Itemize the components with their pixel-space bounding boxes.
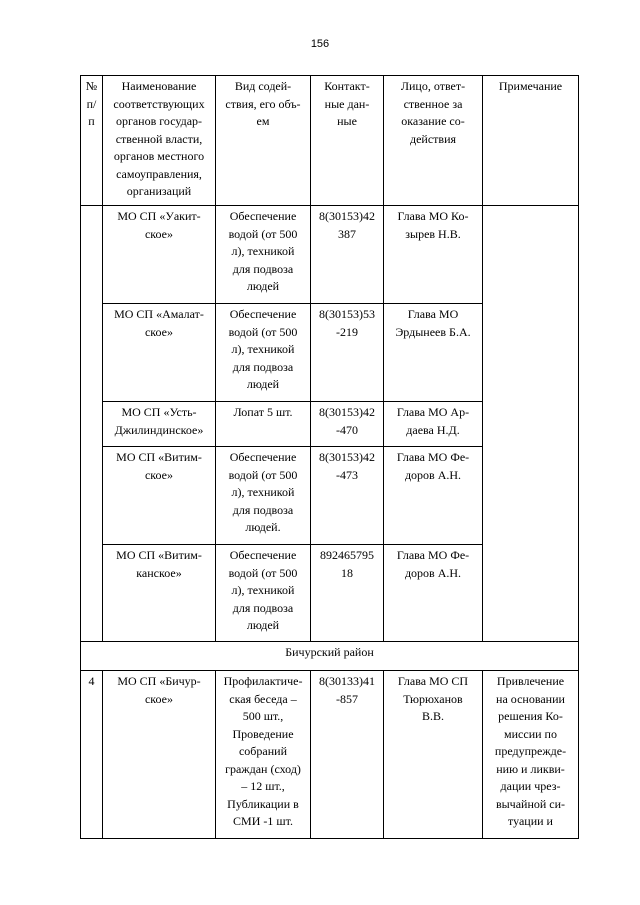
cell-num: 4 [81, 671, 103, 839]
cell-org: МО СП «Витим- ское» [103, 447, 216, 545]
cell-person: Глава МО Ар- даева Н.Д. [384, 402, 483, 447]
district-header-row [81, 642, 579, 671]
district-title: Бичурский район [81, 642, 579, 671]
cell-kind: Обеспечение водой (от 500 л), техникой для подвоза людей [216, 304, 311, 402]
cell-person: Глава МО Фе- доров А.Н. [384, 447, 483, 545]
header-note: Примечание [483, 76, 579, 206]
header-contact: Контакт- ные дан- ные [311, 76, 384, 206]
cell-org: МО СП «Усть- Джилиндинское» [103, 402, 216, 447]
cell-contact: 8(30153)42 -470 [311, 402, 384, 447]
cell-note: Привлечение на основании решения Ко- миссии по предупрежде- нию и ликви- дации чрез- вычайной си- туации и [483, 671, 579, 839]
cell-org: МО СП «Бичур- ское» [103, 671, 216, 839]
cell-kind: Обеспечение водой (от 500 л), техникой для подвоза людей [216, 206, 311, 304]
table-row [81, 671, 579, 839]
cell-org: МО СП «Витим- канское» [103, 545, 216, 642]
header-num: № п/ п [81, 76, 103, 206]
cell-contact: 8(30153)53 -219 [311, 304, 384, 402]
cell-num-merged [81, 206, 103, 642]
cell-kind: Профилактиче- ская беседа – 500 шт., Проведение собраний граждан (сход) – 12 шт., Публикации в СМИ -1 шт. [216, 671, 311, 839]
cell-kind: Лопат 5 шт. [216, 402, 311, 447]
assistance-table [80, 75, 579, 839]
cell-contact: 8(30153)42 -473 [311, 447, 384, 545]
cell-contact: 8(30133)41 -857 [311, 671, 384, 839]
header-person: Лицо, ответ- ственное за оказание со- действия [384, 76, 483, 206]
cell-person: Глава МО Эрдынеев Б.А. [384, 304, 483, 402]
cell-person: Глава МО Ко- зырев Н.В. [384, 206, 483, 304]
header-org: Наименование соответствующих органов государ- ственной власти, органов местного самоуправления, организаций [103, 76, 216, 206]
table-header-row [81, 76, 579, 206]
cell-contact: 892465795 18 [311, 545, 384, 642]
cell-org: МО СП «Амалат- ское» [103, 304, 216, 402]
cell-note-merged [483, 206, 579, 642]
page-number: 156 [310, 38, 330, 50]
cell-org: МО СП «Уакит- ское» [103, 206, 216, 304]
cell-contact: 8(30153)42 387 [311, 206, 384, 304]
cell-kind: Обеспечение водой (от 500 л), техникой для подвоза людей. [216, 447, 311, 545]
cell-kind: Обеспечение водой (от 500 л), техникой для подвоза людей [216, 545, 311, 642]
table-row [81, 206, 579, 304]
header-kind: Вид содей- ствия, его объ- ем [216, 76, 311, 206]
cell-person: Глава МО СП Тюрюханов В.В. [384, 671, 483, 839]
cell-person: Глава МО Фе- доров А.Н. [384, 545, 483, 642]
